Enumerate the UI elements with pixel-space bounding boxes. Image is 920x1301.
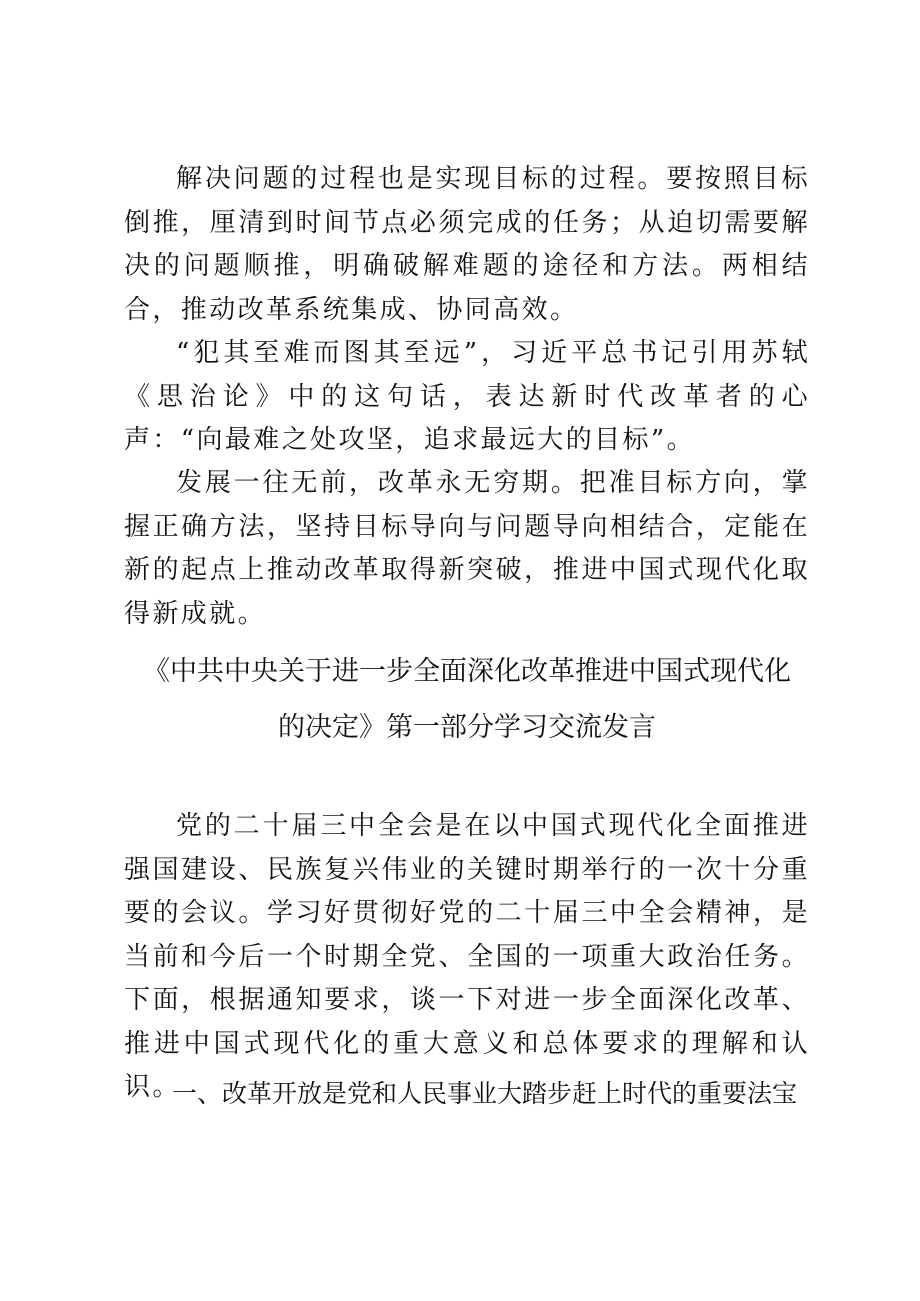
document-title-line-1: 《中共中央关于进一步全面深化改革推进中国式现代化: [143, 656, 791, 687]
section-heading-1: 一、改革开放是党和人民事业大踏步赶上时代的重要法宝: [172, 1079, 798, 1108]
paragraph-development: 发展一往无前，改革永无穷期。把准目标方向，掌握正确方法，坚持目标导向与问题导向相结合，定能在新的起点上推动改革取得新突破，推进中国式现代化取得新成就。: [124, 468, 810, 629]
document-title: [124, 644, 810, 756]
document-title-line-2: 的决定》第一部分学习交流发言: [278, 712, 656, 743]
paragraph-problem-solving: 解决问题的过程也是实现目标的过程。要按照目标倒推，厘清到时间节点必须完成的任务；从迫切需要解决的问题顺推，明确破解难题的途径和方法。两相结合，推动改革系统集成、协同高效。: [124, 164, 810, 325]
paragraph-quote: “犯其至难而图其至远”，习近平总书记引用苏轼《思治论》中的这句话，表达新时代改革者的心声：“向最难之处攻坚，追求最远大的目标”。: [124, 338, 810, 455]
paragraph-intro: 党的二十届三中全会是在以中国式现代化全面推进强国建设、民族复兴伟业的关键时期举行的一次十分重要的会议。学习好贯彻好党的二十届三中全会精神，是当前和今后一个时期全党、全国的一项重大政治任务。下面，根据通知要求，谈一下对进一步全面深化改革、推进中国式现代化的重大意义和总体要求的理解和认识。: [124, 811, 810, 1102]
